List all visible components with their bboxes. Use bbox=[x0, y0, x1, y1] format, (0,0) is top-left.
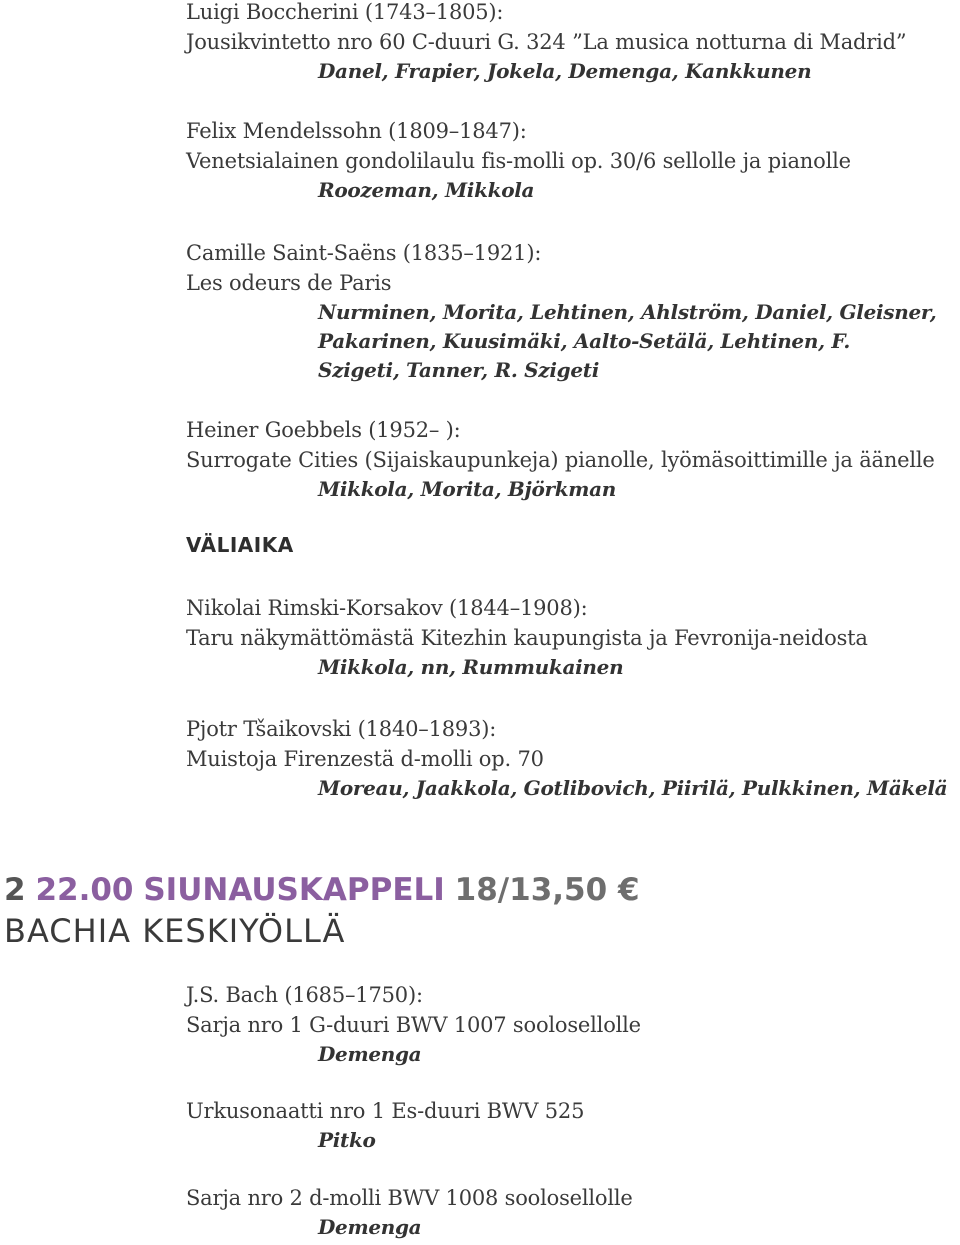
composer-name: Pjotr Tšaikovski (1840–1893): bbox=[186, 717, 497, 741]
work-title: Sarja nro 1 G-duuri BWV 1007 soolosellolle bbox=[186, 1013, 641, 1037]
performers: Pitko bbox=[318, 1128, 376, 1152]
concert-venue: SIUNAUSKAPPELI bbox=[143, 872, 445, 908]
performers: Demenga bbox=[318, 1042, 422, 1066]
program-item-rimski-korsakov bbox=[186, 593, 960, 682]
work-title: Les odeurs de Paris bbox=[186, 271, 392, 295]
program-item-goebbels bbox=[186, 415, 960, 504]
program-item-bach-suite-2 bbox=[186, 1183, 960, 1242]
composer-name: Heiner Goebbels (1952– ): bbox=[186, 418, 461, 442]
program-item-bach-organ-sonata bbox=[186, 1096, 960, 1155]
concert-title: BACHIA KESKIYÖLLÄ bbox=[4, 912, 346, 950]
concert-heading bbox=[4, 868, 640, 912]
program-item-tsaikovski bbox=[186, 714, 960, 803]
performers: Mikkola, nn, Rummukainen bbox=[318, 655, 624, 679]
program-item-bach-suite-1 bbox=[186, 980, 960, 1069]
composer-name: Nikolai Rimski-Korsakov (1844–1908): bbox=[186, 596, 588, 620]
program-item-boccherini bbox=[186, 0, 960, 86]
concert-price: 18/13,50 € bbox=[454, 872, 640, 908]
work-title: Urkusonaatti nro 1 Es-duuri BWV 525 bbox=[186, 1099, 585, 1123]
composer-name: Luigi Boccherini (1743–1805): bbox=[186, 0, 504, 24]
program-item-mendelssohn bbox=[186, 116, 960, 205]
composer-name: Felix Mendelssohn (1809–1847): bbox=[186, 119, 527, 143]
concert-time: 22.00 bbox=[35, 872, 134, 908]
work-title: Jousikvintetto nro 60 C-duuri G. 324 ”La musica notturna di Madrid” bbox=[186, 30, 907, 54]
performers: Demenga bbox=[318, 1215, 422, 1239]
performers: Roozeman, Mikkola bbox=[318, 178, 535, 202]
performers: Nurminen, Morita, Lehtinen, Ahlström, Daniel, Gleisner, Pakarinen, Kuusimäki, Aalto-Setälä, Lehtinen, F. Szigeti, Tanner, R. Szigeti bbox=[318, 300, 937, 382]
intermission-label: VÄLIAIKA bbox=[186, 533, 294, 557]
composer-name: Camille Saint-Saëns (1835–1921): bbox=[186, 241, 542, 265]
work-title: Surrogate Cities (Sijaiskaupunkeja) pianolle, lyömäsoittimille ja äänelle bbox=[186, 448, 935, 472]
performers: Moreau, Jaakkola, Gotlibovich, Piirilä, Pulkkinen, Mäkelä bbox=[318, 776, 948, 800]
program-item-saint-saens bbox=[186, 238, 960, 385]
work-title: Muistoja Firenzestä d-molli op. 70 bbox=[186, 747, 544, 771]
performers: Mikkola, Morita, Björkman bbox=[318, 477, 617, 501]
composer-name: J.S. Bach (1685–1750): bbox=[186, 983, 423, 1007]
performers: Danel, Frapier, Jokela, Demenga, Kankkunen bbox=[318, 59, 812, 83]
work-title: Venetsialainen gondolilaulu fis-molli op. 30/6 sellolle ja pianolle bbox=[186, 149, 851, 173]
work-title: Sarja nro 2 d-molli BWV 1008 soolosellolle bbox=[186, 1186, 633, 1210]
concert-number: 2 bbox=[4, 872, 26, 908]
work-title: Taru näkymättömästä Kitezhin kaupungista ja Fevronija-neidosta bbox=[186, 626, 868, 650]
